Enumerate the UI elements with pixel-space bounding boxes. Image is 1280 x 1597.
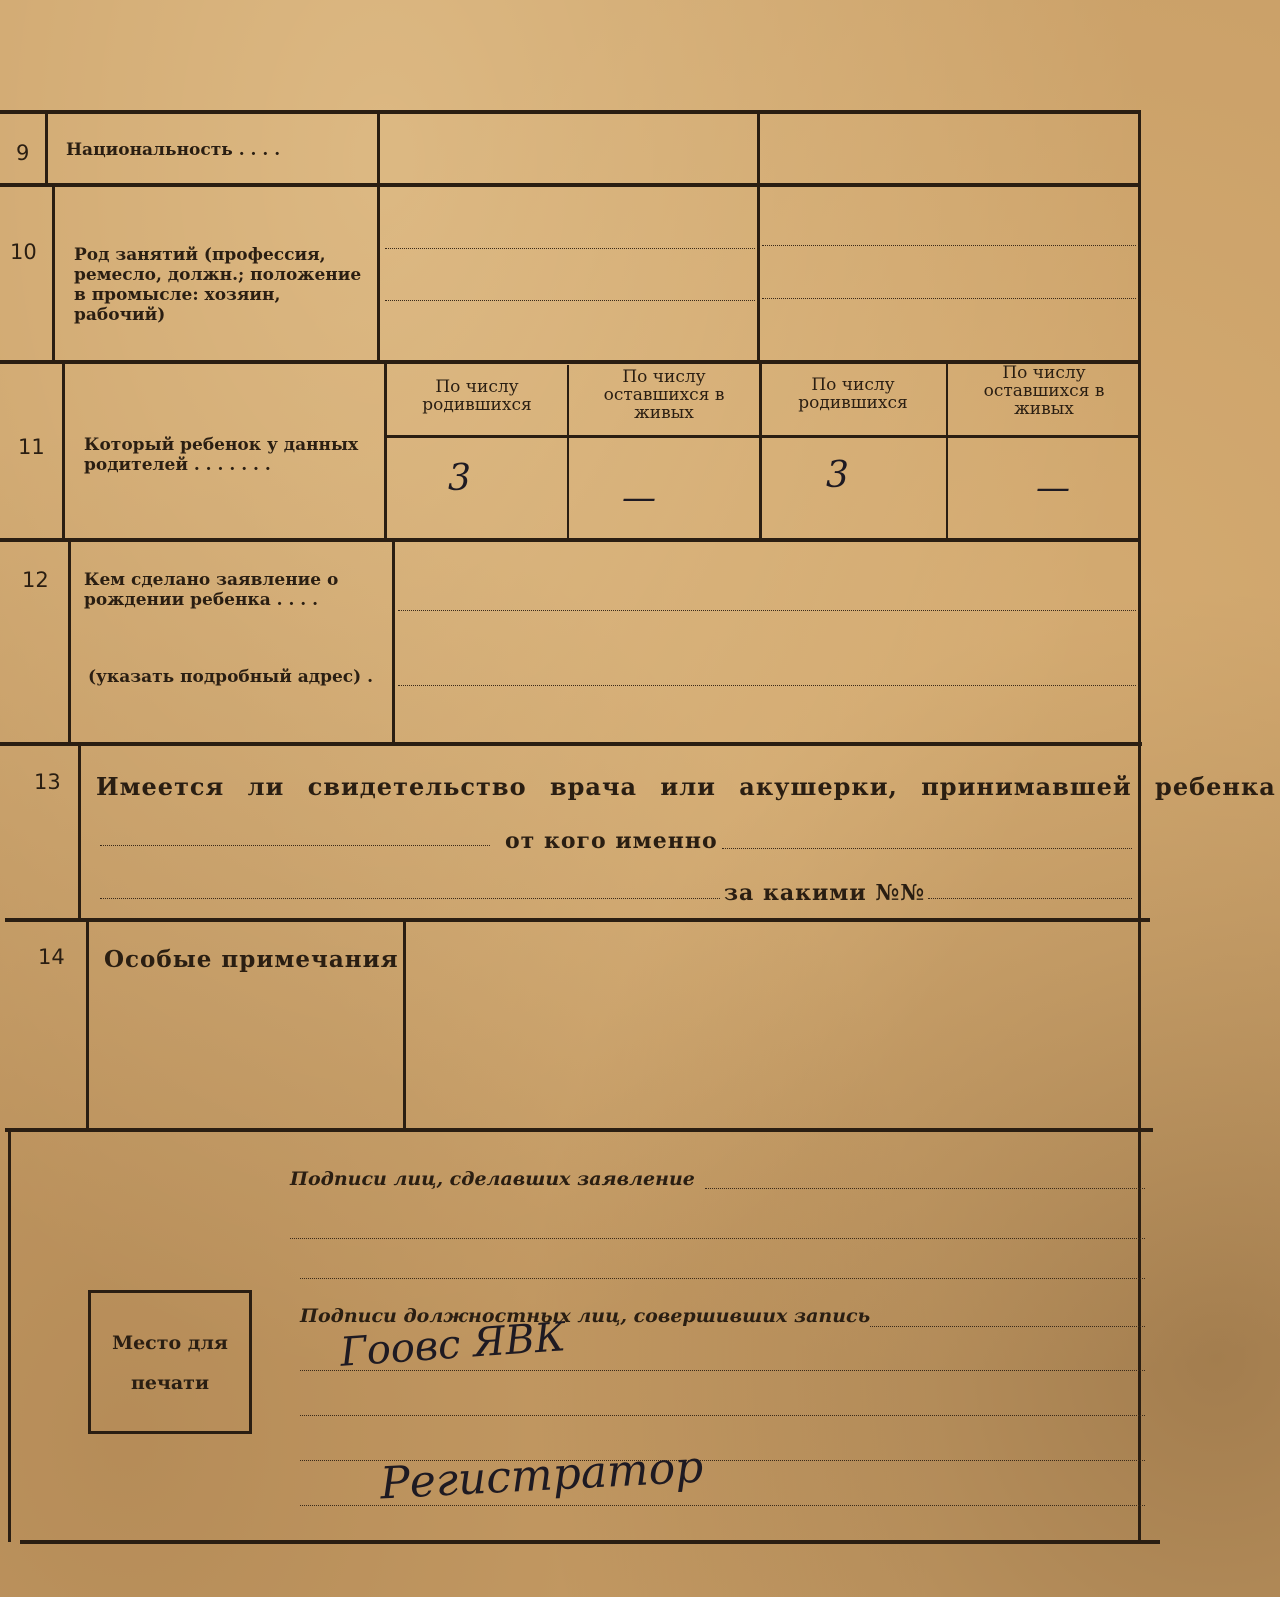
handwritten-value: 3 — [826, 455, 849, 496]
handwritten-value: — — [1036, 468, 1070, 508]
fill-line — [705, 1188, 1145, 1189]
fill-line — [100, 845, 490, 846]
subheader-divider — [386, 435, 1138, 438]
col-divider — [757, 110, 760, 362]
from-whom-label: от кого именно — [505, 828, 718, 854]
declarant-label: Кем сделано заявление о рождении ребенка . . . . — [84, 570, 339, 610]
which-numbers-label: за какими №№ — [724, 880, 926, 906]
table-top-border — [0, 110, 1140, 114]
col-divider — [68, 538, 71, 744]
fill-line — [762, 245, 1136, 246]
address-note: (указать подробный адрес) . — [88, 667, 374, 687]
col-divider — [946, 362, 948, 538]
table-bottom-border — [20, 1540, 1160, 1544]
row-number: 10 — [10, 240, 37, 264]
row-divider — [0, 538, 1140, 542]
col-divider — [52, 183, 55, 361]
official-signature: Гоовс ЯВК — [338, 1314, 568, 1376]
fill-line — [300, 1415, 1145, 1416]
row-divider — [5, 918, 1150, 922]
fill-line — [300, 1370, 1145, 1371]
col-divider — [759, 360, 762, 540]
col-divider — [392, 538, 395, 744]
col-born-header: По числу родившихся — [422, 377, 532, 415]
special-notes-label: Особые примечания — [104, 946, 399, 973]
col-divider — [384, 360, 387, 540]
fill-line — [290, 1238, 1145, 1239]
right-border — [1138, 110, 1141, 1542]
applicants-signature-label: Подписи лиц, сделавших заявление — [290, 1168, 695, 1190]
row-number: 9 — [16, 141, 30, 165]
col-divider — [78, 742, 81, 920]
stamp-place-line2: печати — [130, 1372, 210, 1394]
col-divider — [86, 918, 89, 1130]
left-border — [8, 1128, 11, 1542]
certificate-question: Имеется ли свидетельство врача или акушерки, принимавшей ребенка — [96, 772, 1276, 801]
registrar-signature: Регистратор — [378, 1441, 705, 1510]
row-number: 12 — [22, 568, 49, 592]
row-number: 14 — [38, 945, 65, 969]
occupation-label: Род занятий (профессия, ремесло, должн.; положение в промысле: хозяин, рабочий) — [74, 245, 362, 325]
child-order-label: Который ребенок у данных родителей . . . . . . . — [84, 435, 359, 475]
col-divider — [62, 360, 65, 538]
row-number: 13 — [34, 770, 61, 794]
col-alive-header: По числу оставшихся в живых — [983, 363, 1105, 419]
col-divider — [45, 110, 48, 185]
stamp-place-box — [88, 1290, 252, 1434]
fill-line — [870, 1326, 1145, 1327]
handwritten-value: — — [622, 478, 656, 518]
fill-line — [398, 685, 1136, 686]
fill-line — [385, 248, 755, 249]
fill-line — [300, 1278, 1145, 1279]
row-divider — [5, 1128, 1153, 1132]
handwritten-value: 3 — [448, 458, 471, 499]
fill-line — [398, 610, 1136, 611]
row-divider — [0, 183, 1140, 187]
nationality-label: Национальность . . . . — [66, 140, 281, 160]
fill-line — [762, 298, 1136, 299]
col-divider — [377, 110, 380, 362]
fill-line — [722, 848, 1132, 849]
col-divider — [403, 918, 406, 1130]
col-alive-header: По числу оставшихся в живых — [603, 367, 725, 423]
fill-line — [385, 300, 755, 301]
col-divider — [567, 365, 569, 540]
col-born-header: По числу родившихся — [798, 375, 908, 413]
officials-signature-label: Подписи должностных лиц, совершивших запись — [300, 1305, 871, 1327]
fill-line — [100, 898, 720, 899]
fill-line — [928, 898, 1132, 899]
row-number: 11 — [18, 435, 45, 459]
row-divider — [0, 742, 1142, 746]
stamp-place-line1: Место для — [112, 1332, 228, 1354]
